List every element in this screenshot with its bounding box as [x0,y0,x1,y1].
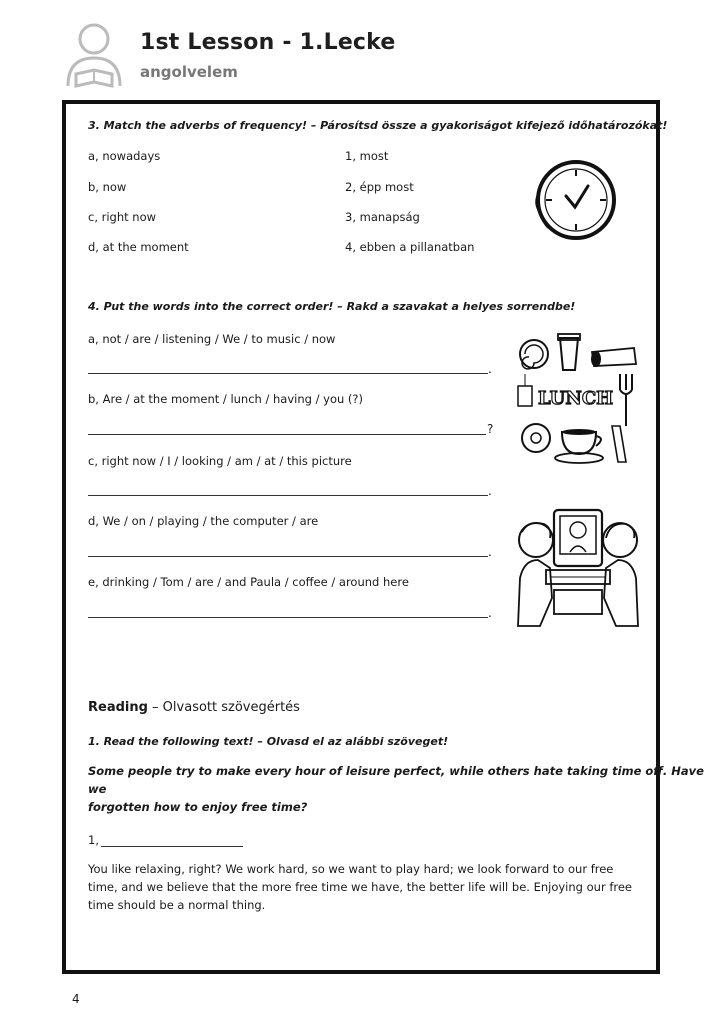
answer-end-mark: ? [487,422,494,436]
match-left-item: b, now [88,180,127,194]
lunch-illustration [516,330,644,470]
brand-name: angolvelem [140,63,238,81]
answer-line[interactable] [88,373,488,374]
order-prompt: b, Are / at the moment / lunch / having / you (?) [88,392,363,406]
order-prompt: d, We / on / playing / the computer / are [88,514,319,528]
reading-intro-line: forgotten how to enjoy free time? [88,800,308,814]
exercise3-title: 3. Match the adverbs of frequency! – Párosítsd össze a gyakoriságot kifejező időhatározókat! [88,119,668,132]
answer-end-mark: . [488,484,492,498]
match-right-item: 3, manapság [345,210,420,224]
match-left-item: d, at the moment [88,240,189,254]
computer-kids-illustration [514,498,642,628]
match-left-item: c, right now [88,210,157,224]
reading-paragraph-line: time, and we believe that the more free time we have, the better life will be. Enjoying our free [88,880,633,894]
match-left-item: a, nowadays [88,149,161,163]
heading-answer-line[interactable] [101,846,243,847]
reading-intro-line: Some people try to make every hour of leisure perfect, while others hate taking time off. Have we [88,764,704,796]
answer-line[interactable] [88,617,488,618]
reading-heading [88,700,300,715]
match-right-item: 1, most [345,149,389,163]
page-title: 1st Lesson - 1.Lecke [140,30,396,55]
answer-end-mark: . [488,545,492,559]
clock-icon [532,158,616,242]
svg-text:LUNCH: LUNCH [538,388,614,409]
match-right-item: 4, ebben a pillanatban [345,240,475,254]
reading-heading-rest: – Olvasott szövegértés [147,700,300,715]
answer-line[interactable] [88,434,486,435]
answer-line[interactable] [88,556,488,557]
order-prompt: c, right now / I / looking / am / at / this picture [88,454,352,468]
lunch-label-text [538,388,613,409]
reading-paragraph-line: You like relaxing, right? We work hard, so we want to play hard; we look forward to our free [88,862,614,876]
page-number: 4 [72,992,80,1006]
person-reading-logo-icon [62,22,126,88]
reading-intro [88,762,724,816]
reading-paragraph-line: time should be a normal thing. [88,898,266,912]
blank-label: 1, [88,833,99,847]
answer-line[interactable] [88,495,488,496]
reading-paragraph [88,860,632,914]
match-right-item: 2, épp most [345,180,414,194]
order-prompt: e, drinking / Tom / are / and Paula / coffee / around here [88,575,409,589]
exercise4-title: 4. Put the words into the correct order! – Rakd a szavakat a helyes sorrendbe! [88,300,576,313]
order-prompt: a, not / are / listening / We / to music / now [88,332,336,346]
answer-end-mark: . [488,362,492,376]
reading-heading-bold: Reading [88,700,148,715]
reading-task: 1. Read the following text! – Olvasd el az alábbi szöveget! [88,735,449,748]
answer-end-mark: . [488,606,492,620]
